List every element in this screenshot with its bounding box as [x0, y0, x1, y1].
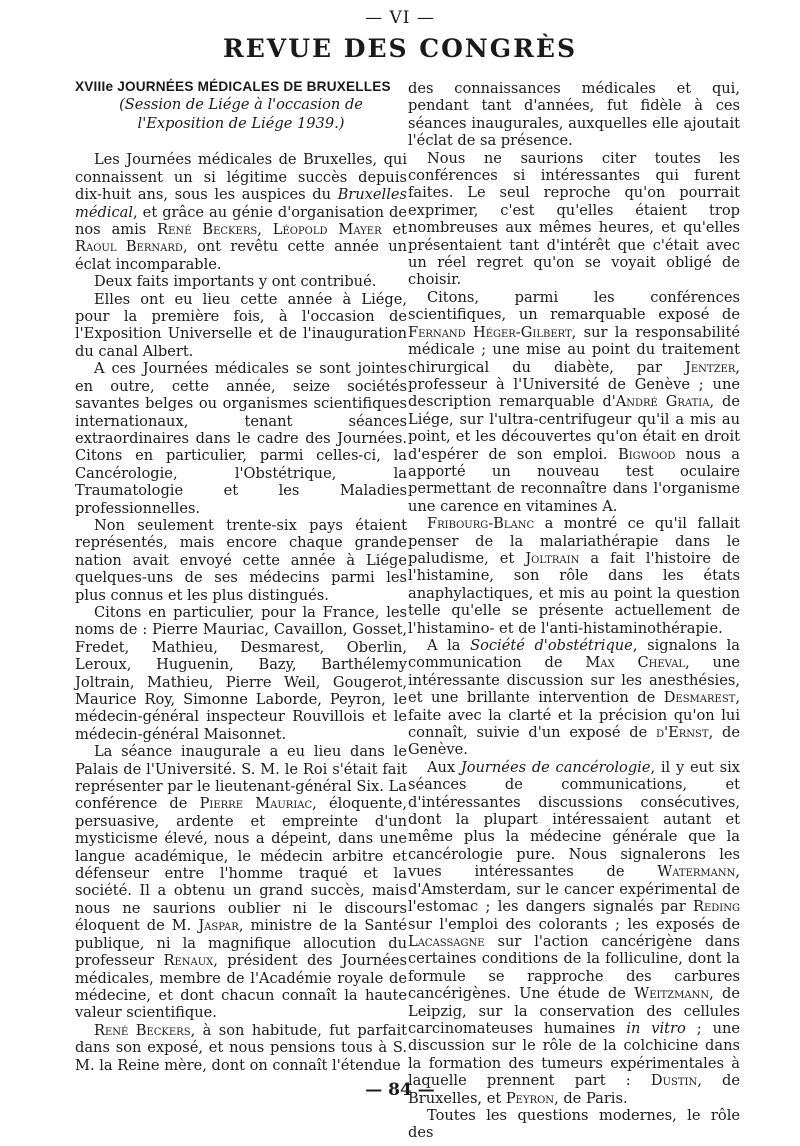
- paragraph: Citons, parmi les conférences scientifiques, un remarquable exposé de Fernand Héger-Gilbert, sur la responsabilité médicale ; une mise au point du traitement chirurgical du diabète, par Jentzer, professeur à l'Université de Genève ; une description remarquable d'André Gratia, de Liége, sur l'ultra-centrifugeur qu'il a mis au point, et les découvertes qu'on était en droit d'espérer de son emploi. Bigwood nous a apporté un nouveau test oculaire permettant de reconnaître dans l'organisme une carence en vitamines A.: [408, 288, 741, 515]
- paragraph: Citons en particulier, pour la France, les noms de : Pierre Mauriac, Cavaillon, Gosset, Fredet, Mathieu, Desmarest, Oberlin, Leroux, Huguenin, Bazy, Barthélemy Joltrain, Mathieu, Pierre Weil, Gougerot, Maurice Roy, Simonne Laborde, Peyron, le médecin-général inspecteur Rouvillois et le médecin-général Maisonnet.: [75, 603, 407, 743]
- paragraph: Nous ne saurions citer toutes les conférences si intéressantes qui furent faites. Le seul reproche qu'on pourrait exprimer, c'est qu'elles étaient trop nombreuses aux mêmes heures, et qu'elles présentaient tant d'intérêt que c'était avec un réel regret qu'on se voyait obligé de choisir.: [408, 149, 740, 289]
- page-header-roman: — VI —: [365, 8, 435, 28]
- paragraph: A ces Journées médicales se sont jointes en outre, cette année, seize sociétés savantes belges ou organismes scientifiques internationaux, tenant séances extraordinaires dans le cadre des Journées. Citons en particulier, parmi celles-ci, la Cancérologie, l'Obstétrique, la Traumatologie et les Maladies professionnelles.: [75, 360, 407, 517]
- paragraph: A la Société d'obstétrique, signalons la communication de Max Cheval, une intéressante discussion sur les anesthésies, et une brillante intervention de Desmarest, faite avec la clarté et la précision qu'on lui connaît, suivie d'un exposé de d'Ernst, de Genève.: [408, 637, 740, 759]
- right-column: [408, 80, 740, 1142]
- paragraph: René Beckers, à son habitude, fut parfait dans son exposé, et nous pensions tous à S. M. la Reine mère, dont on connaît l'étendue: [75, 1021, 407, 1074]
- paragraph: des connaissances médicales et qui, pendant tant d'années, fut fidèle à ces séances inaugurales, auxquelles elle ajoutait l'éclat de sa présence.: [408, 80, 740, 150]
- session-subtitle: (Session de Liége à l'occasion de l'Exposition de Liége 1939.): [119, 96, 363, 133]
- paragraph: Fribourg-Blanc a montré ce qu'il fallait penser de la malariathérapie dans le paludisme, et Joltrain a fait l'histoire de l'histamine, son rôle dans les états anaphylactiques, et mis au point la question telle qu'elle se présente actuellement de l'histamino- et de l'anti-histaminothérapie.: [408, 515, 740, 637]
- paragraph: La séance inaugurale a eu lieu dans le Palais de l'Université. S. M. le Roi s'était fait représenter par le lieutenant-général Six. La conférence de Pierre Mauriac, éloquente, persuasive, ardente et empreinte d'un mysticisme élevé, nous a dépeint, dans une langue académique, le médecin arbitre et défenseur entre l'homme traqué et la société. Il a obtenu un grand succès, mais nous ne saurions oublier ni le discours éloquent de M. Jaspar, ministre de la Santé publique, ni la magnifique allocution du professeur Renaux, président des Journées médicales, membre de l'Académie royale de médecine, et dont chacun connaît la haute valeur scientifique.: [75, 743, 407, 1022]
- paragraph: Deux faits importants y ont contribué.: [93, 273, 377, 291]
- paragraph: Les Journées médicales de Bruxelles, qui connaissent un si légitime succès depuis dix-huit ans, sous les auspices du Bruxelles médical, et grâce au génie d'organisation de nos amis René Beckers, Léopold Mayer et Raoul Bernard, ont revêtu cette année un éclat incomparable.: [75, 151, 408, 273]
- paragraph: Non seulement trente-six pays étaient représentés, mais encore chaque grande nation avait envoyé cette année à Liége quelques-uns de ses médecins parmi les plus connus et les plus distingués.: [75, 516, 407, 604]
- paragraph: Toutes les questions modernes, le rôle des: [408, 1106, 740, 1142]
- page-title: REVUE DES CONGRÈS: [222, 34, 578, 63]
- paragraph: Aux Journées de cancérologie, il y eut six séances de communications, et d'intéressantes discussions consécutives, dont la plupart intéressaient autant et même plus la médecine générale que la cancérologie pure. Nous signalerons les vues intéressantes de Watermann, d'Amsterdam, sur le cancer expérimental de l'estomac ; les dangers signalés par Reding sur l'emploi des colorants ; les exposés de Lacassagne sur l'action cancérigène dans certaines conditions de la folliculine, dont la formule se rapproche des carbures cancérigènes. Une étude de Weitzmann, de Leipzig, sur la conservation des cellules carcinomateuses humaines in vitro ; une discussion sur le rôle de la colchicine dans la formation des tumeurs expérimentales à laquelle prennent part : Dustin, de Bruxelles, et Peyron, de Paris.: [408, 758, 741, 1107]
- page-number: — 84 —: [365, 1080, 435, 1100]
- section-title: XVIIIe JOURNÉES MÉDICALES DE BRUXELLES: [75, 79, 391, 94]
- left-column: [75, 78, 407, 1074]
- paragraph: Elles ont eu lieu cette année à Liége, pour la première fois, à l'occasion de l'Exposition Universelle et de l'inauguration du canal Albert.: [75, 290, 407, 360]
